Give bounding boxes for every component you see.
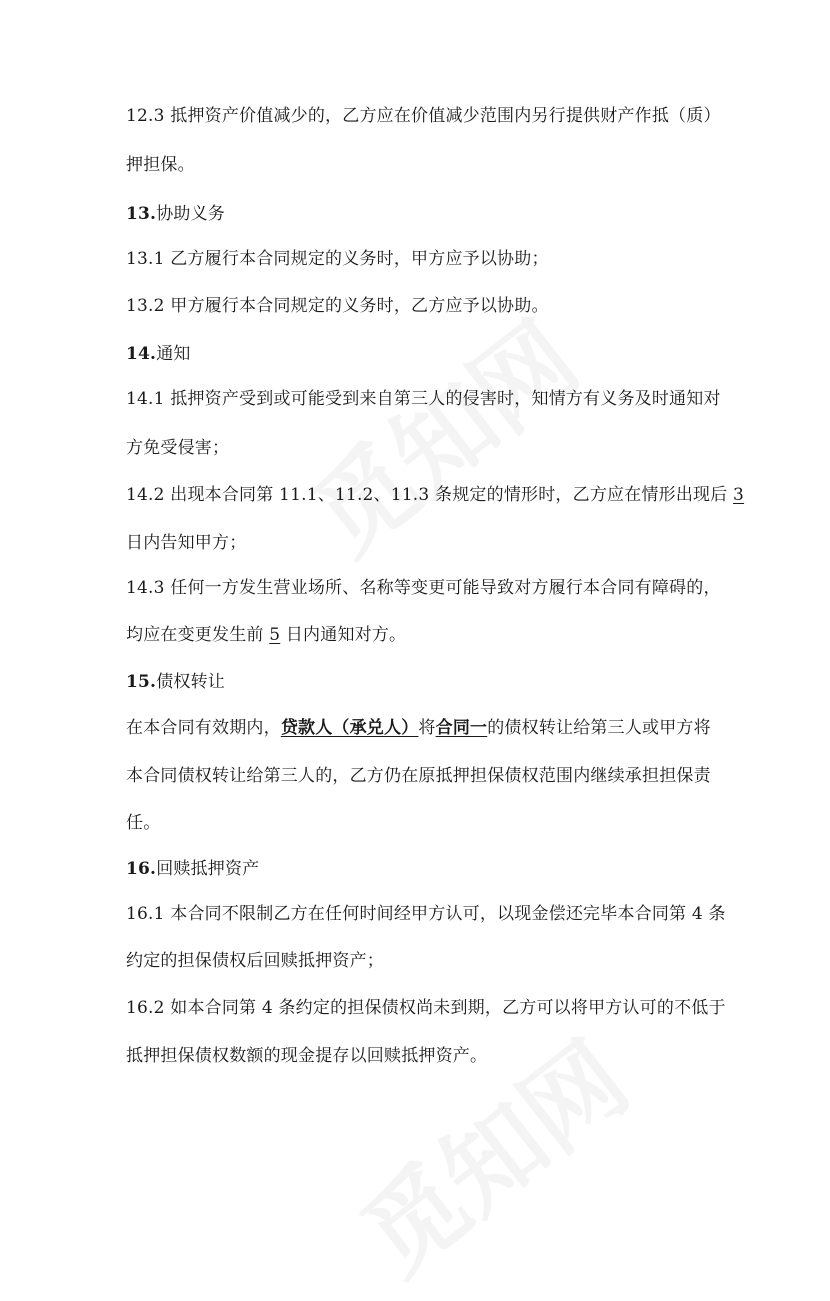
- section-heading-13: [126, 203, 225, 225]
- underlined-contract: 合同一: [435, 718, 488, 738]
- underlined-value: 5: [269, 625, 281, 645]
- section-title: 债权转让: [156, 672, 225, 692]
- paragraph-line: 任。: [126, 813, 161, 833]
- paragraph-line: 16.1 本合同不限制乙方在任何时间经甲方认可，以现金偿还完毕本合同第 4 条: [126, 904, 726, 924]
- section-title: 通知: [156, 344, 191, 364]
- underlined-party: 贷款人（承兑人）: [280, 718, 419, 738]
- section-heading-16: [126, 858, 259, 880]
- text-run: 在本合同有效期内，: [126, 718, 281, 738]
- section-number: 14.: [126, 344, 157, 364]
- watermark: [277, 283, 602, 581]
- paragraph-line: 13.2 甲方履行本合同规定的义务时，乙方应予以协助。: [126, 296, 549, 316]
- paragraph-line: 13.1 乙方履行本合同规定的义务时，甲方应予以协助；: [126, 249, 549, 269]
- paragraph-line: 抵押担保债权数额的现金提存以回赎抵押资产。: [126, 1046, 488, 1066]
- paragraph-line: 14.3 任何一方发生营业场所、名称等变更可能导致对方履行本合同有障碍的，: [126, 578, 721, 598]
- text-run: 14.2 出现本合同第 11.1、11.2、11.3 条规定的情形时，乙方应在情形出现后: [126, 485, 734, 505]
- section-title: 回赎抵押资产: [156, 859, 260, 879]
- section-title: 协助义务: [156, 204, 225, 224]
- paragraph-line: 方免受侵害；: [126, 438, 230, 458]
- paragraph-line: 16.2 如本合同第 4 条约定的担保债权尚未到期，乙方可以将甲方认可的不低于: [126, 998, 726, 1018]
- paragraph-line: 12.3 抵押资产价值减少的，乙方应在价值减少范围内另行提供财产作抵（质）: [126, 106, 721, 126]
- text-run: 日内通知对方。: [280, 625, 407, 645]
- paragraph-line: [126, 484, 744, 506]
- text-run: 均应在变更发生前: [126, 625, 270, 645]
- text-run: 将: [418, 718, 436, 738]
- text-run: 的债权转让给第三人或甲方将: [487, 718, 711, 738]
- section-number: 16.: [126, 859, 157, 879]
- paragraph-line: 14.1 抵押资产受到或可能受到来自第三人的侵害时，知情方有义务及时通知对: [126, 389, 721, 409]
- section-heading-15: [126, 671, 225, 693]
- paragraph-line: 押担保。: [126, 155, 195, 175]
- paragraph-line: 本合同债权转让给第三人的，乙方仍在原抵押担保债权范围内继续承担担保责: [126, 766, 711, 786]
- paragraph-line: 约定的担保债权后回赎抵押资产；: [126, 951, 384, 971]
- section-heading-14: [126, 343, 191, 365]
- section-number: 15.: [126, 672, 157, 692]
- section-number: 13.: [126, 204, 157, 224]
- paragraph-line: [126, 717, 711, 739]
- underlined-value: 3: [733, 485, 745, 505]
- paragraph-line: [126, 624, 406, 646]
- paragraph-line: 日内告知甲方；: [126, 533, 247, 553]
